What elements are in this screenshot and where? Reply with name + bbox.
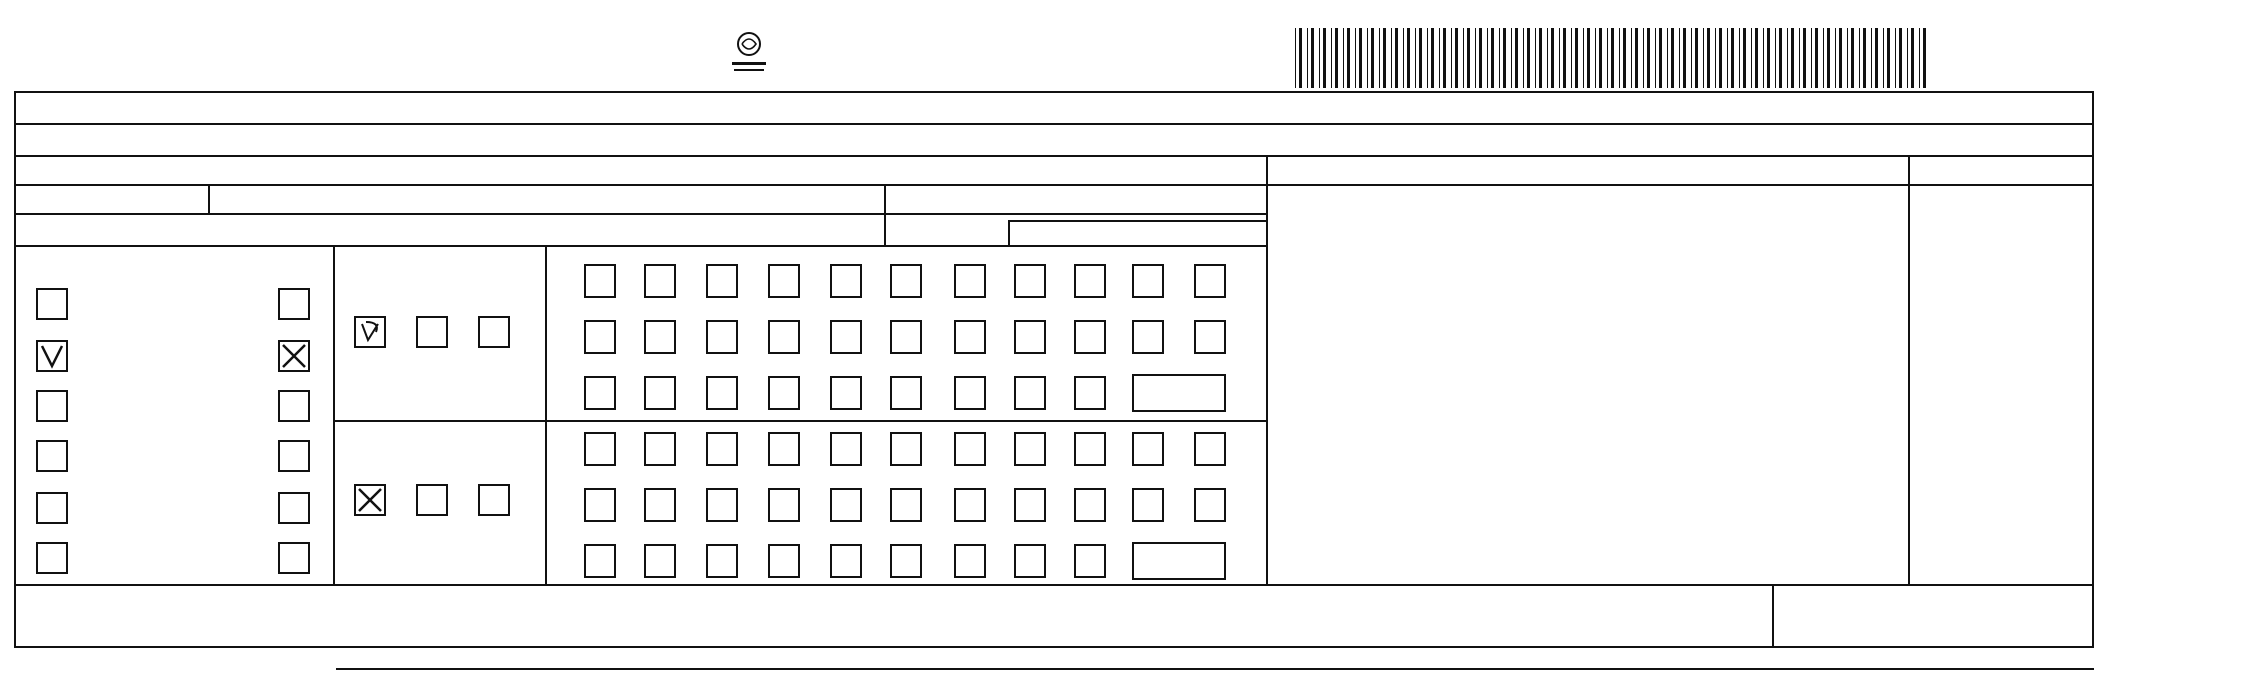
barcode-bar (1683, 28, 1686, 88)
day-box[interactable] (706, 432, 738, 466)
day-box[interactable] (890, 488, 922, 522)
day-box[interactable] (1132, 264, 1164, 298)
v2-checkbox[interactable] (278, 288, 310, 320)
barcode-bar (1419, 28, 1422, 88)
barcode-bar (1583, 28, 1584, 88)
day-box[interactable] (954, 264, 986, 298)
day-box[interactable] (768, 264, 800, 298)
barcode-bar (1823, 28, 1824, 88)
v1-checkbox[interactable] (36, 440, 68, 472)
barcode-bar (1923, 28, 1926, 88)
day-box[interactable] (830, 544, 862, 578)
day-box[interactable] (1132, 488, 1164, 522)
time-box[interactable] (1132, 542, 1226, 580)
barcode-bar (1655, 28, 1656, 88)
day-box[interactable] (1074, 376, 1106, 410)
day-box[interactable] (954, 544, 986, 578)
barcode-bar (1499, 28, 1500, 88)
barcode-bar (1515, 28, 1518, 88)
barcode-bar (1395, 28, 1398, 88)
day-box[interactable] (1074, 320, 1106, 354)
v1-checkbox[interactable] (36, 492, 68, 524)
barcode-bar (1463, 28, 1464, 88)
barcode-bar (1839, 28, 1842, 88)
barcode-bar (1587, 28, 1590, 88)
v2-checkbox[interactable] (278, 390, 310, 422)
day-box[interactable] (644, 432, 676, 466)
day-box[interactable] (584, 264, 616, 298)
barcode-bar (1559, 28, 1560, 88)
barcode-bar (1299, 28, 1302, 88)
day-box[interactable] (1014, 320, 1046, 354)
barcode-bar (1383, 28, 1386, 88)
barcode-bar (1575, 28, 1578, 88)
barcode-bar (1895, 28, 1896, 88)
day-box[interactable] (1194, 488, 1226, 522)
barcode-bar (1767, 28, 1770, 88)
barcode-bar (1775, 28, 1776, 88)
certipostal-logo-icon (728, 28, 770, 80)
barcode-bar (1307, 28, 1308, 88)
barcode-bar (1731, 28, 1734, 88)
day-box[interactable] (1074, 544, 1106, 578)
month-checkbox[interactable] (354, 484, 386, 516)
barcode-bar (1467, 28, 1470, 88)
day-box[interactable] (1014, 544, 1046, 578)
day-box[interactable] (768, 488, 800, 522)
day-box[interactable] (584, 376, 616, 410)
barcode-bar (1343, 28, 1344, 88)
barcode-bar (1871, 28, 1872, 88)
day-box[interactable] (1074, 432, 1106, 466)
barcode-bar (1743, 28, 1746, 88)
barcode-bar (1599, 28, 1602, 88)
barcode-bar (1911, 28, 1914, 88)
time-box[interactable] (1132, 374, 1226, 412)
barcode-bar (1355, 28, 1356, 88)
barcode-bar (1535, 28, 1536, 88)
barcode-bar (1799, 28, 1800, 88)
v1-checkbox[interactable] (36, 288, 68, 320)
day-box[interactable] (830, 376, 862, 410)
day-box[interactable] (830, 264, 862, 298)
v1-checkbox[interactable] (36, 390, 68, 422)
barcode-bar (1359, 28, 1362, 88)
barcode-bar (1487, 28, 1488, 88)
day-box[interactable] (1074, 488, 1106, 522)
barcode-bar (1551, 28, 1554, 88)
barcode-bar (1803, 28, 1806, 88)
barcode-bar (1527, 28, 1530, 88)
day-box[interactable] (644, 376, 676, 410)
day-box[interactable] (706, 264, 738, 298)
barcode-bar (1479, 28, 1482, 88)
barcode-bar (1319, 28, 1320, 88)
day-box[interactable] (830, 432, 862, 466)
barcode-bar (1787, 28, 1788, 88)
barcode-bar (1791, 28, 1794, 88)
barcode-bar (1323, 28, 1326, 88)
day-box[interactable] (768, 376, 800, 410)
barcode-bar (1715, 28, 1716, 88)
month-checkbox[interactable] (354, 316, 386, 348)
barcode-bar (1563, 28, 1566, 88)
v1-checkbox[interactable] (36, 542, 68, 574)
barcode-bar (1647, 28, 1650, 88)
barcode-bar (1763, 28, 1764, 88)
day-box[interactable] (1014, 432, 1046, 466)
day-box[interactable] (1014, 376, 1046, 410)
barcode-bar (1859, 28, 1860, 88)
v2-checkbox[interactable] (278, 340, 310, 372)
barcode-bar (1671, 28, 1674, 88)
barcode-bar (1707, 28, 1710, 88)
v2-checkbox[interactable] (278, 492, 310, 524)
barcode-bar (1779, 28, 1782, 88)
day-box[interactable] (644, 264, 676, 298)
barcode-bar (1431, 28, 1434, 88)
barcode-bar (1815, 28, 1818, 88)
day-box[interactable] (830, 488, 862, 522)
day-box[interactable] (1194, 264, 1226, 298)
day-box[interactable] (1014, 264, 1046, 298)
barcode-bar (1883, 28, 1884, 88)
barcode-bar (1455, 28, 1458, 88)
day-box[interactable] (890, 264, 922, 298)
barcode-bar (1347, 28, 1350, 88)
barcode-bar (1367, 28, 1368, 88)
barcode-bar (1595, 28, 1596, 88)
day-box[interactable] (644, 544, 676, 578)
month-checkbox[interactable] (416, 484, 448, 516)
day-box[interactable] (768, 544, 800, 578)
day-box[interactable] (830, 320, 862, 354)
barcode-bar (1643, 28, 1644, 88)
barcode-bar (1811, 28, 1812, 88)
day-box[interactable] (768, 320, 800, 354)
barcode-bar (1827, 28, 1830, 88)
day-box[interactable] (706, 320, 738, 354)
barcode-bar (1619, 28, 1620, 88)
barcode-bar (1835, 28, 1836, 88)
day-box[interactable] (1014, 488, 1046, 522)
day-box[interactable] (644, 488, 676, 522)
day-box[interactable] (1194, 432, 1226, 466)
barcode-bar (1847, 28, 1848, 88)
barcode-bar (1511, 28, 1512, 88)
barcode-bar (1703, 28, 1704, 88)
barcode-bar (1719, 28, 1722, 88)
barcode-bar (1371, 28, 1374, 88)
barcode-bar (1439, 28, 1440, 88)
barcode-bar (1379, 28, 1380, 88)
barcode-bar (1679, 28, 1680, 88)
day-box[interactable] (890, 320, 922, 354)
barcode-bar (1427, 28, 1428, 88)
barcode-bar (1899, 28, 1902, 88)
day-box[interactable] (584, 432, 616, 466)
v2-checkbox[interactable] (278, 440, 310, 472)
month-checkbox[interactable] (416, 316, 448, 348)
day-box[interactable] (890, 544, 922, 578)
day-box[interactable] (584, 320, 616, 354)
barcode-bar (1475, 28, 1476, 88)
day-box[interactable] (1132, 432, 1164, 466)
barcode-bar (1863, 28, 1866, 88)
barcode-bar (1919, 28, 1920, 88)
barcode-bar (1751, 28, 1752, 88)
barcode-bar (1331, 28, 1332, 88)
v2-checkbox[interactable] (278, 542, 310, 574)
day-box[interactable] (1132, 320, 1164, 354)
barcode-bar (1335, 28, 1338, 88)
day-box[interactable] (954, 432, 986, 466)
barcode-bar (1503, 28, 1506, 88)
barcode-bar (1391, 28, 1392, 88)
barcode-bar (1623, 28, 1626, 88)
barcode-bar (1295, 28, 1296, 88)
barcode-bar (1755, 28, 1758, 88)
barcode-bar (1443, 28, 1446, 88)
barcode-bar (1491, 28, 1494, 88)
barcode-bar (1875, 28, 1878, 88)
barcode-bar (1539, 28, 1542, 88)
day-box[interactable] (890, 432, 922, 466)
barcode-bar (1631, 28, 1632, 88)
barcode-bar (1727, 28, 1728, 88)
barcode-bar (1311, 28, 1314, 88)
month-checkbox[interactable] (478, 484, 510, 516)
v1-checkbox[interactable] (36, 340, 68, 372)
barcode-bar (1887, 28, 1890, 88)
barcode-bar (1547, 28, 1548, 88)
barcode-bar (1415, 28, 1416, 88)
barcode-bar (1607, 28, 1608, 88)
day-box[interactable] (1074, 264, 1106, 298)
day-box[interactable] (584, 488, 616, 522)
barcode-bar (1739, 28, 1740, 88)
barcode-bar (1907, 28, 1908, 88)
day-box[interactable] (706, 488, 738, 522)
day-box[interactable] (706, 376, 738, 410)
barcode (1295, 28, 1935, 88)
day-box[interactable] (954, 376, 986, 410)
day-box[interactable] (768, 432, 800, 466)
month-checkbox[interactable] (478, 316, 510, 348)
barcode-bar (1451, 28, 1452, 88)
day-box[interactable] (890, 376, 922, 410)
barcode-bar (1659, 28, 1662, 88)
barcode-bar (1691, 28, 1692, 88)
barcode-bar (1523, 28, 1524, 88)
barcode-bar (1407, 28, 1410, 88)
day-box[interactable] (954, 488, 986, 522)
barcode-bar (1403, 28, 1404, 88)
barcode-bar (1635, 28, 1638, 88)
barcode-bar (1695, 28, 1698, 88)
day-box[interactable] (584, 544, 616, 578)
day-box[interactable] (644, 320, 676, 354)
day-box[interactable] (706, 544, 738, 578)
barcode-bar (1611, 28, 1614, 88)
barcode-bar (1667, 28, 1668, 88)
day-box[interactable] (1194, 320, 1226, 354)
barcode-bar (1851, 28, 1854, 88)
barcode-bar (1571, 28, 1572, 88)
day-box[interactable] (954, 320, 986, 354)
